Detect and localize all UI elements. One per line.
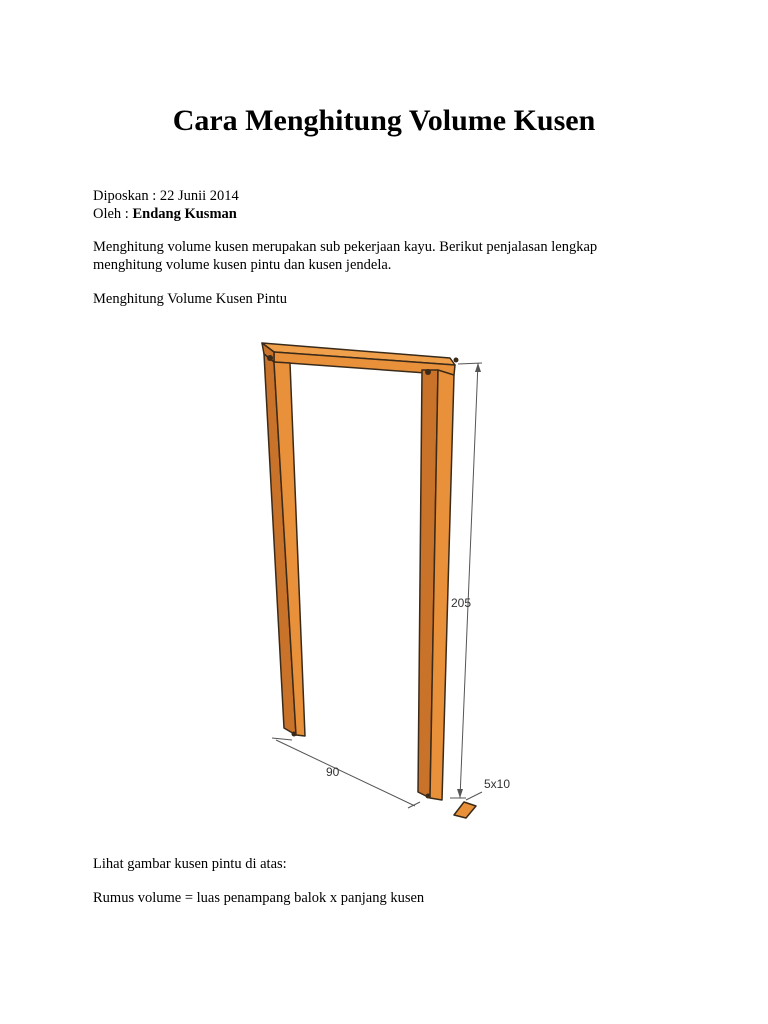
posted-line — [93, 187, 239, 205]
post-meta — [93, 187, 239, 223]
formula-text: Rumus volume = luas penampang balok x panjang kusen — [93, 890, 425, 906]
section-heading: Menghitung Volume Kusen Pintu — [93, 291, 288, 307]
intro-line-2: menghitung volume kusen pintu dan kusen jendela. — [93, 257, 392, 273]
section-block — [454, 802, 476, 818]
door-frame-figure — [250, 330, 530, 825]
author-name: Endang Kusman — [132, 206, 237, 222]
page-title: Cara Menghitung Volume Kusen — [172, 104, 596, 137]
author-line — [93, 205, 239, 223]
width-dimension-label: 90 — [326, 765, 340, 779]
intro-paragraph — [93, 238, 597, 274]
height-dimension-label: 205 — [451, 596, 472, 610]
author-label: Oleh : — [93, 206, 133, 222]
posted-label: Diposkan : — [93, 188, 160, 204]
section-dimension-label: 5x10 — [484, 777, 511, 791]
intro-line-1: Menghitung volume kusen merupakan sub pekerjaan kayu. Berikut penjalasan lengkap — [93, 239, 598, 255]
posted-date: 22 Junii 2014 — [159, 188, 239, 204]
figure-reference-text: Lihat gambar kusen pintu di atas: — [93, 856, 287, 872]
